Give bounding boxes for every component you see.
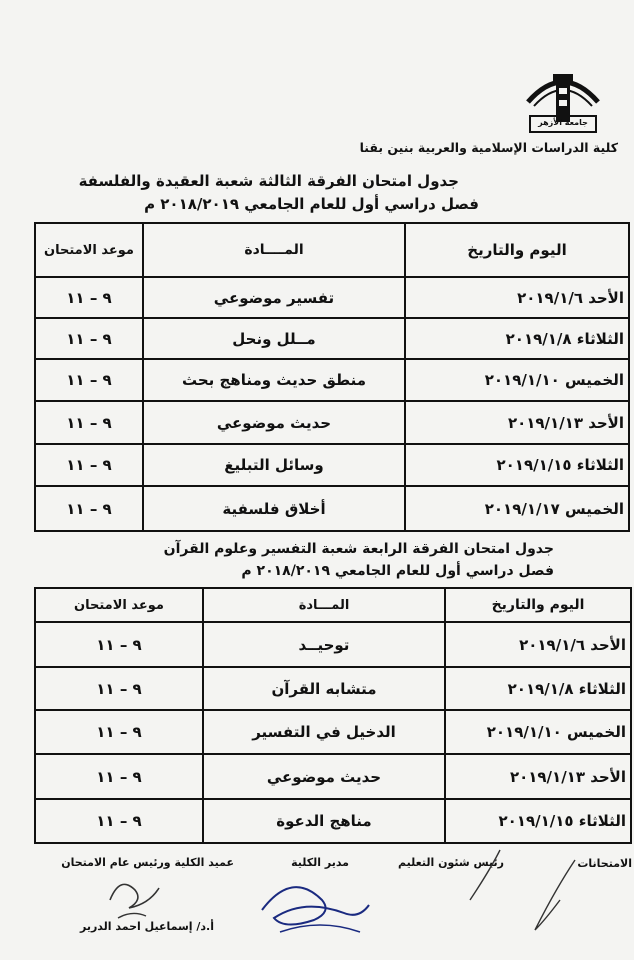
exam-time: ٩ – ١١ bbox=[35, 754, 203, 799]
handwritten-signatures bbox=[0, 840, 634, 960]
table-row bbox=[35, 754, 631, 799]
dean-label: عميد الكلية ورئيس عام الامتحان bbox=[61, 856, 234, 869]
table-row bbox=[35, 318, 629, 359]
education-signature bbox=[470, 850, 500, 900]
exam-subject: مناهج الدعوة bbox=[203, 799, 445, 843]
header-time: موعد الامتحان bbox=[35, 588, 203, 622]
exam-subject: أخلاق فلسفية bbox=[143, 486, 405, 531]
table-row bbox=[35, 401, 629, 444]
dean-name: أ.د/ إسماعيل احمد الدرير bbox=[79, 920, 214, 933]
exam-time: ٩ – ١١ bbox=[35, 667, 203, 710]
exam-time: ٩ – ١١ bbox=[35, 710, 203, 754]
header-subject: المـــادة bbox=[203, 588, 445, 622]
director-signature bbox=[262, 887, 369, 924]
table-row bbox=[35, 799, 631, 843]
exam-subject: منطق حديث ومناهج بحث bbox=[143, 359, 405, 401]
director-label: مدير الكلية bbox=[291, 856, 349, 869]
exam-subject: مــلل ونحل bbox=[143, 318, 405, 359]
exam-date: الثلاثاء ٢٠١٩/١/١٥ bbox=[445, 799, 631, 843]
exam-time: ٩ – ١١ bbox=[35, 622, 203, 667]
exam-subject: توحيــد bbox=[203, 622, 445, 667]
exam-date: الخميس ٢٠١٩/١/١٠ bbox=[405, 359, 629, 401]
table-row bbox=[35, 486, 629, 531]
table1-subtitle: فصل دراسي أول للعام الجامعي ٢٠١٨/٢٠١٩ م bbox=[144, 195, 479, 213]
exam-time: ٩ – ١١ bbox=[35, 799, 203, 843]
dean-signature bbox=[110, 884, 159, 908]
exam-subject: وسائل التبليغ bbox=[143, 444, 405, 486]
college-name: كلية الدراسات الإسلامية والعربية بنين بقنا bbox=[359, 140, 618, 155]
logo-text: جامعة الأزهر bbox=[538, 118, 588, 127]
exam-subject: حديث موضوعي bbox=[143, 401, 405, 444]
header-date: اليوم والتاريخ bbox=[445, 588, 631, 622]
exam-date: الأحد ٢٠١٩/١/١٣ bbox=[405, 401, 629, 444]
exam-subject: حديث موضوعي bbox=[203, 754, 445, 799]
education-head-label: رئيس شئون التعليم bbox=[398, 856, 504, 869]
exam-subject: متشابه القرآن bbox=[203, 667, 445, 710]
exams-signature-label: الامتحانات bbox=[577, 857, 632, 870]
header-subject: المــــادة bbox=[143, 223, 405, 277]
exams-signature bbox=[535, 860, 575, 930]
table-row bbox=[35, 622, 631, 667]
exam-date: الثلاثاء ٢٠١٩/١/١٥ bbox=[405, 444, 629, 486]
header-date: اليوم والتاريخ bbox=[405, 223, 629, 277]
exam-date: الثلاثاء ٢٠١٩/١/٨ bbox=[445, 667, 631, 710]
table-header-row bbox=[35, 588, 631, 622]
azhar-logo bbox=[520, 62, 606, 142]
table-row bbox=[35, 359, 629, 401]
exam-time: ٩ – ١١ bbox=[35, 486, 143, 531]
exam-table-1 bbox=[34, 222, 630, 532]
exam-date: الخميس ٢٠١٩/١/١٠ bbox=[445, 710, 631, 754]
table-row bbox=[35, 277, 629, 318]
header-time: موعد الامتحان bbox=[35, 223, 143, 277]
table2-title: جدول امتحان الفرقة الرابعة شعبة التفسير وعلوم القرآن bbox=[163, 541, 554, 557]
exam-date: الأحد ٢٠١٩/١/١٣ bbox=[445, 754, 631, 799]
exam-date: الثلاثاء ٢٠١٩/١/٨ bbox=[405, 318, 629, 359]
exam-table-2 bbox=[34, 587, 632, 844]
table-row bbox=[35, 667, 631, 710]
table-row bbox=[35, 444, 629, 486]
exam-date: الأحد ٢٠١٩/١/٦ bbox=[405, 277, 629, 318]
exam-subject: تفسير موضوعي bbox=[143, 277, 405, 318]
table1-title: جدول امتحان الفرقة الثالثة شعبة العقيدة والفلسفة bbox=[78, 172, 459, 190]
exam-time: ٩ – ١١ bbox=[35, 318, 143, 359]
exam-time: ٩ – ١١ bbox=[35, 359, 143, 401]
exam-date: الأحد ٢٠١٩/١/٦ bbox=[445, 622, 631, 667]
exam-time: ٩ – ١١ bbox=[35, 444, 143, 486]
exam-subject: الدخيل في التفسير bbox=[203, 710, 445, 754]
table-row bbox=[35, 710, 631, 754]
exam-time: ٩ – ١١ bbox=[35, 401, 143, 444]
exam-date: الخميس ٢٠١٩/١/١٧ bbox=[405, 486, 629, 531]
table2-subtitle: فصل دراسي أول للعام الجامعي ٢٠١٨/٢٠١٩ م bbox=[241, 563, 554, 579]
table-header-row bbox=[35, 223, 629, 277]
exam-time: ٩ – ١١ bbox=[35, 277, 143, 318]
